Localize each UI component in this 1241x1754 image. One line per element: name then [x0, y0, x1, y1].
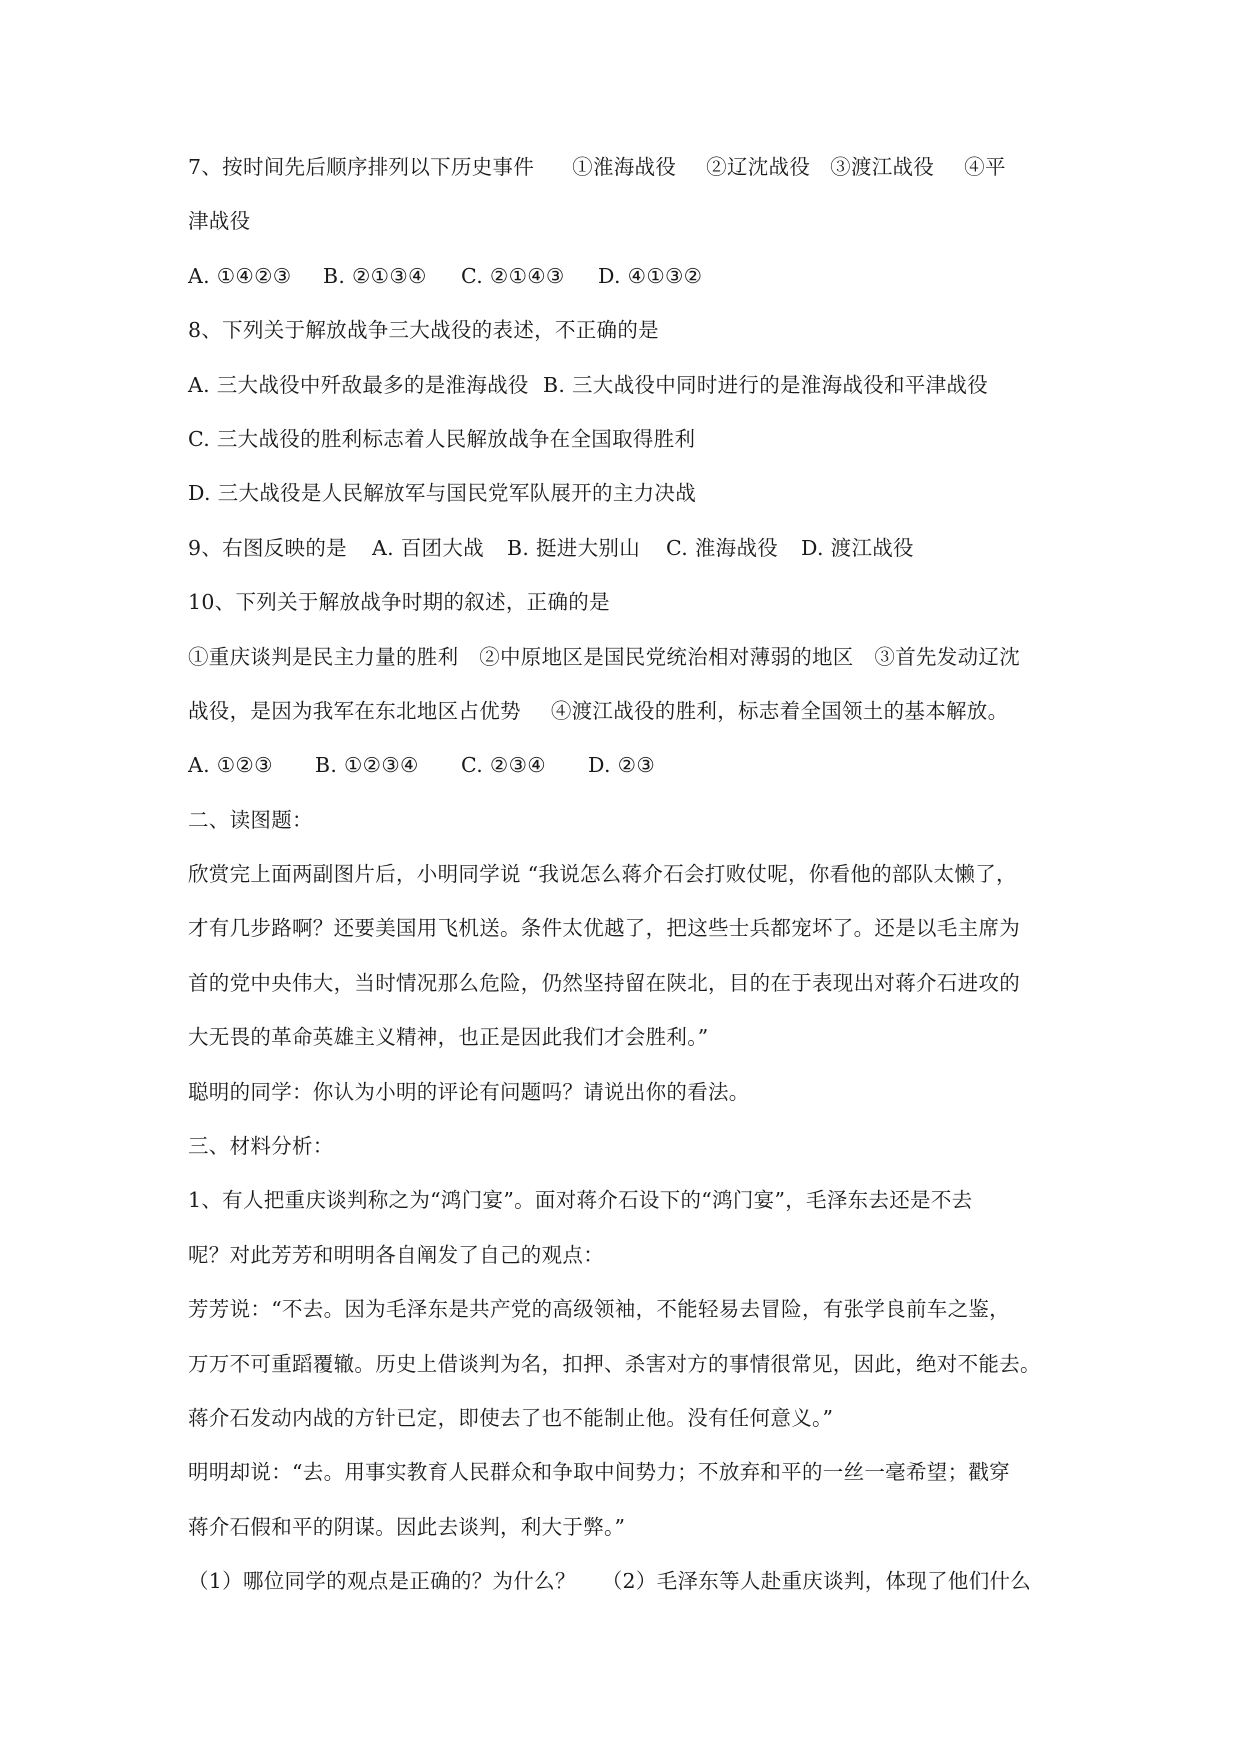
q9-option-b: B. 挺进大别山	[507, 535, 640, 560]
q7-option-d: D. ④①③②	[598, 263, 703, 288]
q10-statements-1: ①重庆谈判是民主力量的胜利 ②中原地区是国民党统治相对薄弱的地区 ③首先发动辽沈	[188, 644, 1020, 669]
q7-event-3: ③渡江战役	[830, 155, 935, 179]
q10-option-b: B. ①②③④	[315, 753, 419, 778]
mingming-quote-line: 蒋介石假和平的阴谋。因此去谈判，利大于弊。”	[188, 1514, 626, 1539]
section-2-heading: 二、读图题：	[188, 807, 313, 832]
q8-option-d: D. 三大战役是人民解放军与国民党军队展开的主力决战	[188, 481, 697, 506]
section-2-paragraph-line: 大无畏的革命英雄主义精神，也正是因此我们才会胜利。”	[188, 1025, 709, 1050]
q10-option-d: D. ②③	[588, 753, 655, 778]
q10-stem: 10、下列关于解放战争时期的叙述，正确的是	[188, 590, 610, 615]
q7-event-2: ②辽沈战役	[706, 155, 811, 179]
section-3-intro-line: 1、有人把重庆谈判称之为“鸿门宴”。面对蒋介石设下的“鸿门宴”，毛泽东去还是不去	[188, 1188, 973, 1213]
q8-option-a: A. 三大战役中歼敌最多的是淮海战役	[188, 372, 529, 397]
q10-options	[188, 738, 1068, 792]
section-3-question-1: （1）哪位同学的观点是正确的？为什么？	[188, 1569, 576, 1594]
q7-event-1: ①淮海战役	[572, 155, 677, 179]
q9-option-d: D. 渡江战役	[801, 535, 914, 560]
mingming-quote-line: 明明却说：“去。用事实教育人民群众和争取中间势力；不放弃和平的一丝一毫希望；戳穿	[188, 1460, 1010, 1485]
fangfang-quote-line: 万万不可重蹈覆辙。历史上借谈判为名，扣押、杀害对方的事情很常见，因此，绝对不能去。	[188, 1351, 1041, 1376]
section-2-paragraph-line: 才有几步路啊？还要美国用飞机送。条件太优越了，把这些士兵都宠坏了。还是以毛主席为	[188, 916, 1020, 941]
q8-option-c: C. 三大战役的胜利标志着人民解放战争在全国取得胜利	[188, 426, 696, 451]
document-page	[188, 140, 1068, 1609]
section-2-question: 聪明的同学：你认为小明的评论有问题吗？请说出你的看法。	[188, 1079, 750, 1104]
q7-stem-line	[188, 140, 1068, 194]
fangfang-quote-line: 芳芳说：“不去。因为毛泽东是共产党的高级领袖，不能轻易去冒险，有张学良前车之鉴，	[188, 1297, 1010, 1322]
q7-option-b: B. ②①③④	[323, 263, 427, 288]
q10-option-a: A. ①②③	[188, 753, 273, 778]
q8-option-b: B. 三大战役中同时进行的是淮海战役和平津战役	[543, 372, 988, 397]
section-2-paragraph-line: 首的党中央伟大，当时情况那么危险，仍然坚持留在陕北，目的在于表现出对蒋介石进攻的	[188, 970, 1020, 995]
section-2-paragraph-line: 欣赏完上面两副图片后，小明同学说 “我说怎么蒋介石会打败仗呢，你看他的部队太懒了，	[188, 862, 1017, 887]
q10-option-c: C. ②③④	[461, 753, 546, 778]
q10-statement-3-cont: 战役，是因为我军在东北地区占优势	[188, 698, 521, 723]
section-3-question-2: （2）毛泽东等人赴重庆谈判，体现了他们什么	[601, 1569, 1032, 1594]
q7-stem-continued: 津战役	[188, 209, 251, 234]
q9-option-c: C. 淮海战役	[666, 535, 779, 560]
q10-statements-2	[188, 684, 1068, 738]
q7-option-c: C. ②①④③	[461, 263, 565, 288]
q9-line	[188, 521, 1068, 575]
q7-option-a: A. ①④②③	[188, 263, 292, 288]
q9-option-a: A. 百团大战	[372, 535, 484, 560]
section-3-heading: 三、材料分析：	[188, 1134, 334, 1159]
q7-stem: 7、按时间先后顺序排列以下历史事件	[188, 155, 535, 179]
q8-stem: 8、下列关于解放战争三大战役的表述，不正确的是	[188, 318, 659, 343]
q10-statement-4: ④渡江战役的胜利，标志着全国领土的基本解放。	[550, 698, 1009, 723]
fangfang-quote-line: 蒋介石发动内战的方针已定，即使去了也不能制止他。没有任何意义。”	[188, 1405, 834, 1430]
q8-options-ab	[188, 358, 1068, 412]
q9-stem: 9、右图反映的是	[188, 535, 347, 560]
section-3-questions	[188, 1554, 1068, 1608]
section-3-intro-line: 呢？对此芳芳和明明各自阐发了自己的观点：	[188, 1242, 604, 1267]
q7-event-4: ④平	[964, 155, 1006, 179]
q7-options	[188, 249, 1068, 303]
